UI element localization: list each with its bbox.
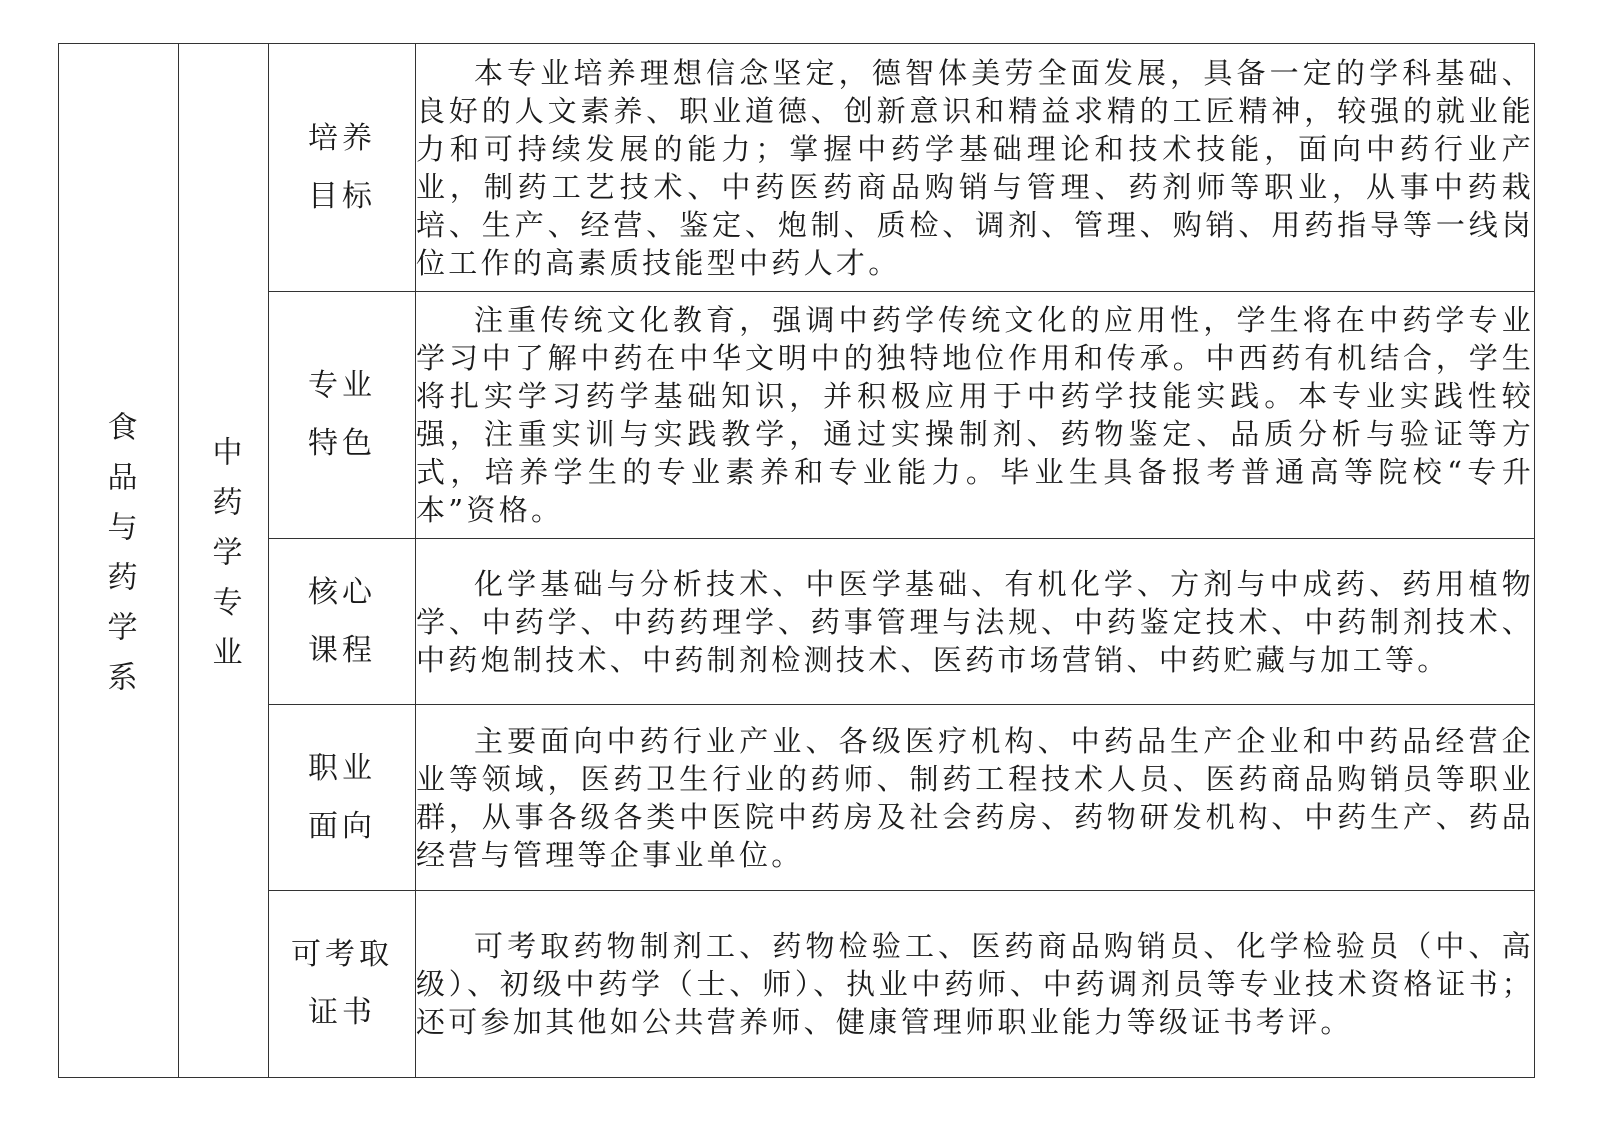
row-label-cell	[269, 292, 416, 539]
row-content-cell	[416, 891, 1535, 1078]
row-content-cell	[416, 539, 1535, 705]
row-label: 目标	[308, 178, 376, 214]
table-row	[59, 891, 1535, 1078]
major-cell	[179, 44, 269, 1078]
row-label: 核心	[308, 574, 376, 610]
row-label-cell	[269, 705, 416, 891]
row-content: 可考取药物制剂工、药物检验工、医药商品购销员、化学检验员（中、高级）、初级中药学（士、师）、执业中药师、中药调剂员等专业技术资格证书；还可参加其他如公共营养师、健康管理师职业能力等级证书考评。	[416, 929, 1534, 1039]
table-row	[59, 292, 1535, 539]
table-row	[59, 44, 1535, 292]
row-content: 注重传统文化教育，强调中药学传统文化的应用性，学生将在中药学专业学习中了解中药在中华文明中的独特地位作用和传承。中西药有机结合，学生将扎实学习药学基础知识，并积极应用于中药学技能实践。本专业实践性较强，注重实训与实践教学，通过实操制剂、药物鉴定、品质分析与验证等方式，培养学生的专业素养和专业能力。毕业生具备报考普通高等院校“专升本”资格。	[416, 303, 1534, 527]
table-row	[59, 539, 1535, 705]
program-table	[58, 43, 1535, 1078]
row-label: 课程	[308, 632, 376, 668]
row-label: 职业	[308, 750, 376, 786]
row-label: 可考取	[291, 937, 393, 972]
row-label: 面向	[308, 808, 376, 844]
row-content-cell	[416, 292, 1535, 539]
row-label: 特色	[308, 426, 376, 461]
row-label: 证书	[308, 995, 376, 1030]
row-content: 本专业培养理想信念坚定，德智体美劳全面发展，具备一定的学科基础、良好的人文素养、职业道德、创新意识和精益求精的工匠精神，较强的就业能力和可持续发展的能力；掌握中药学基础理论和技术技能，面向中药行业产业，制药工艺技术、中药医药商品购销与管理、药剂师等职业，从事中药栽培、生产、经营、鉴定、炮制、质检、调剂、管理、购销、用药指导等一线岗位工作的高素质技能型中药人才。	[416, 55, 1534, 280]
table-row	[59, 705, 1535, 891]
major-name: 中药学专业	[206, 435, 242, 686]
row-label-cell	[269, 44, 416, 292]
row-content: 主要面向中药行业产业、各级医疗机构、中药品生产企业和中药品经营企业等领域，医药卫生行业的药师、制药工程技术人员、医药商品购销员等职业群，从事各级各类中医院中药房及社会药房、药物研发机构、中药生产、药品经营与管理等企事业单位。	[416, 723, 1534, 872]
row-label-cell	[269, 539, 416, 705]
department-name: 食品与药学系	[101, 410, 137, 711]
row-content-cell	[416, 705, 1535, 891]
row-label: 专业	[308, 368, 376, 403]
row-content-cell	[416, 44, 1535, 292]
row-label-cell	[269, 891, 416, 1078]
row-label: 培养	[308, 120, 376, 156]
row-content: 化学基础与分析技术、中医学基础、有机化学、方剂与中成药、药用植物学、中药学、中药药理学、药事管理与法规、中药鉴定技术、中药制剂技术、中药炮制技术、中药制剂检测技术、医药市场营销、中药贮藏与加工等。	[416, 566, 1534, 677]
department-cell	[59, 44, 179, 1078]
